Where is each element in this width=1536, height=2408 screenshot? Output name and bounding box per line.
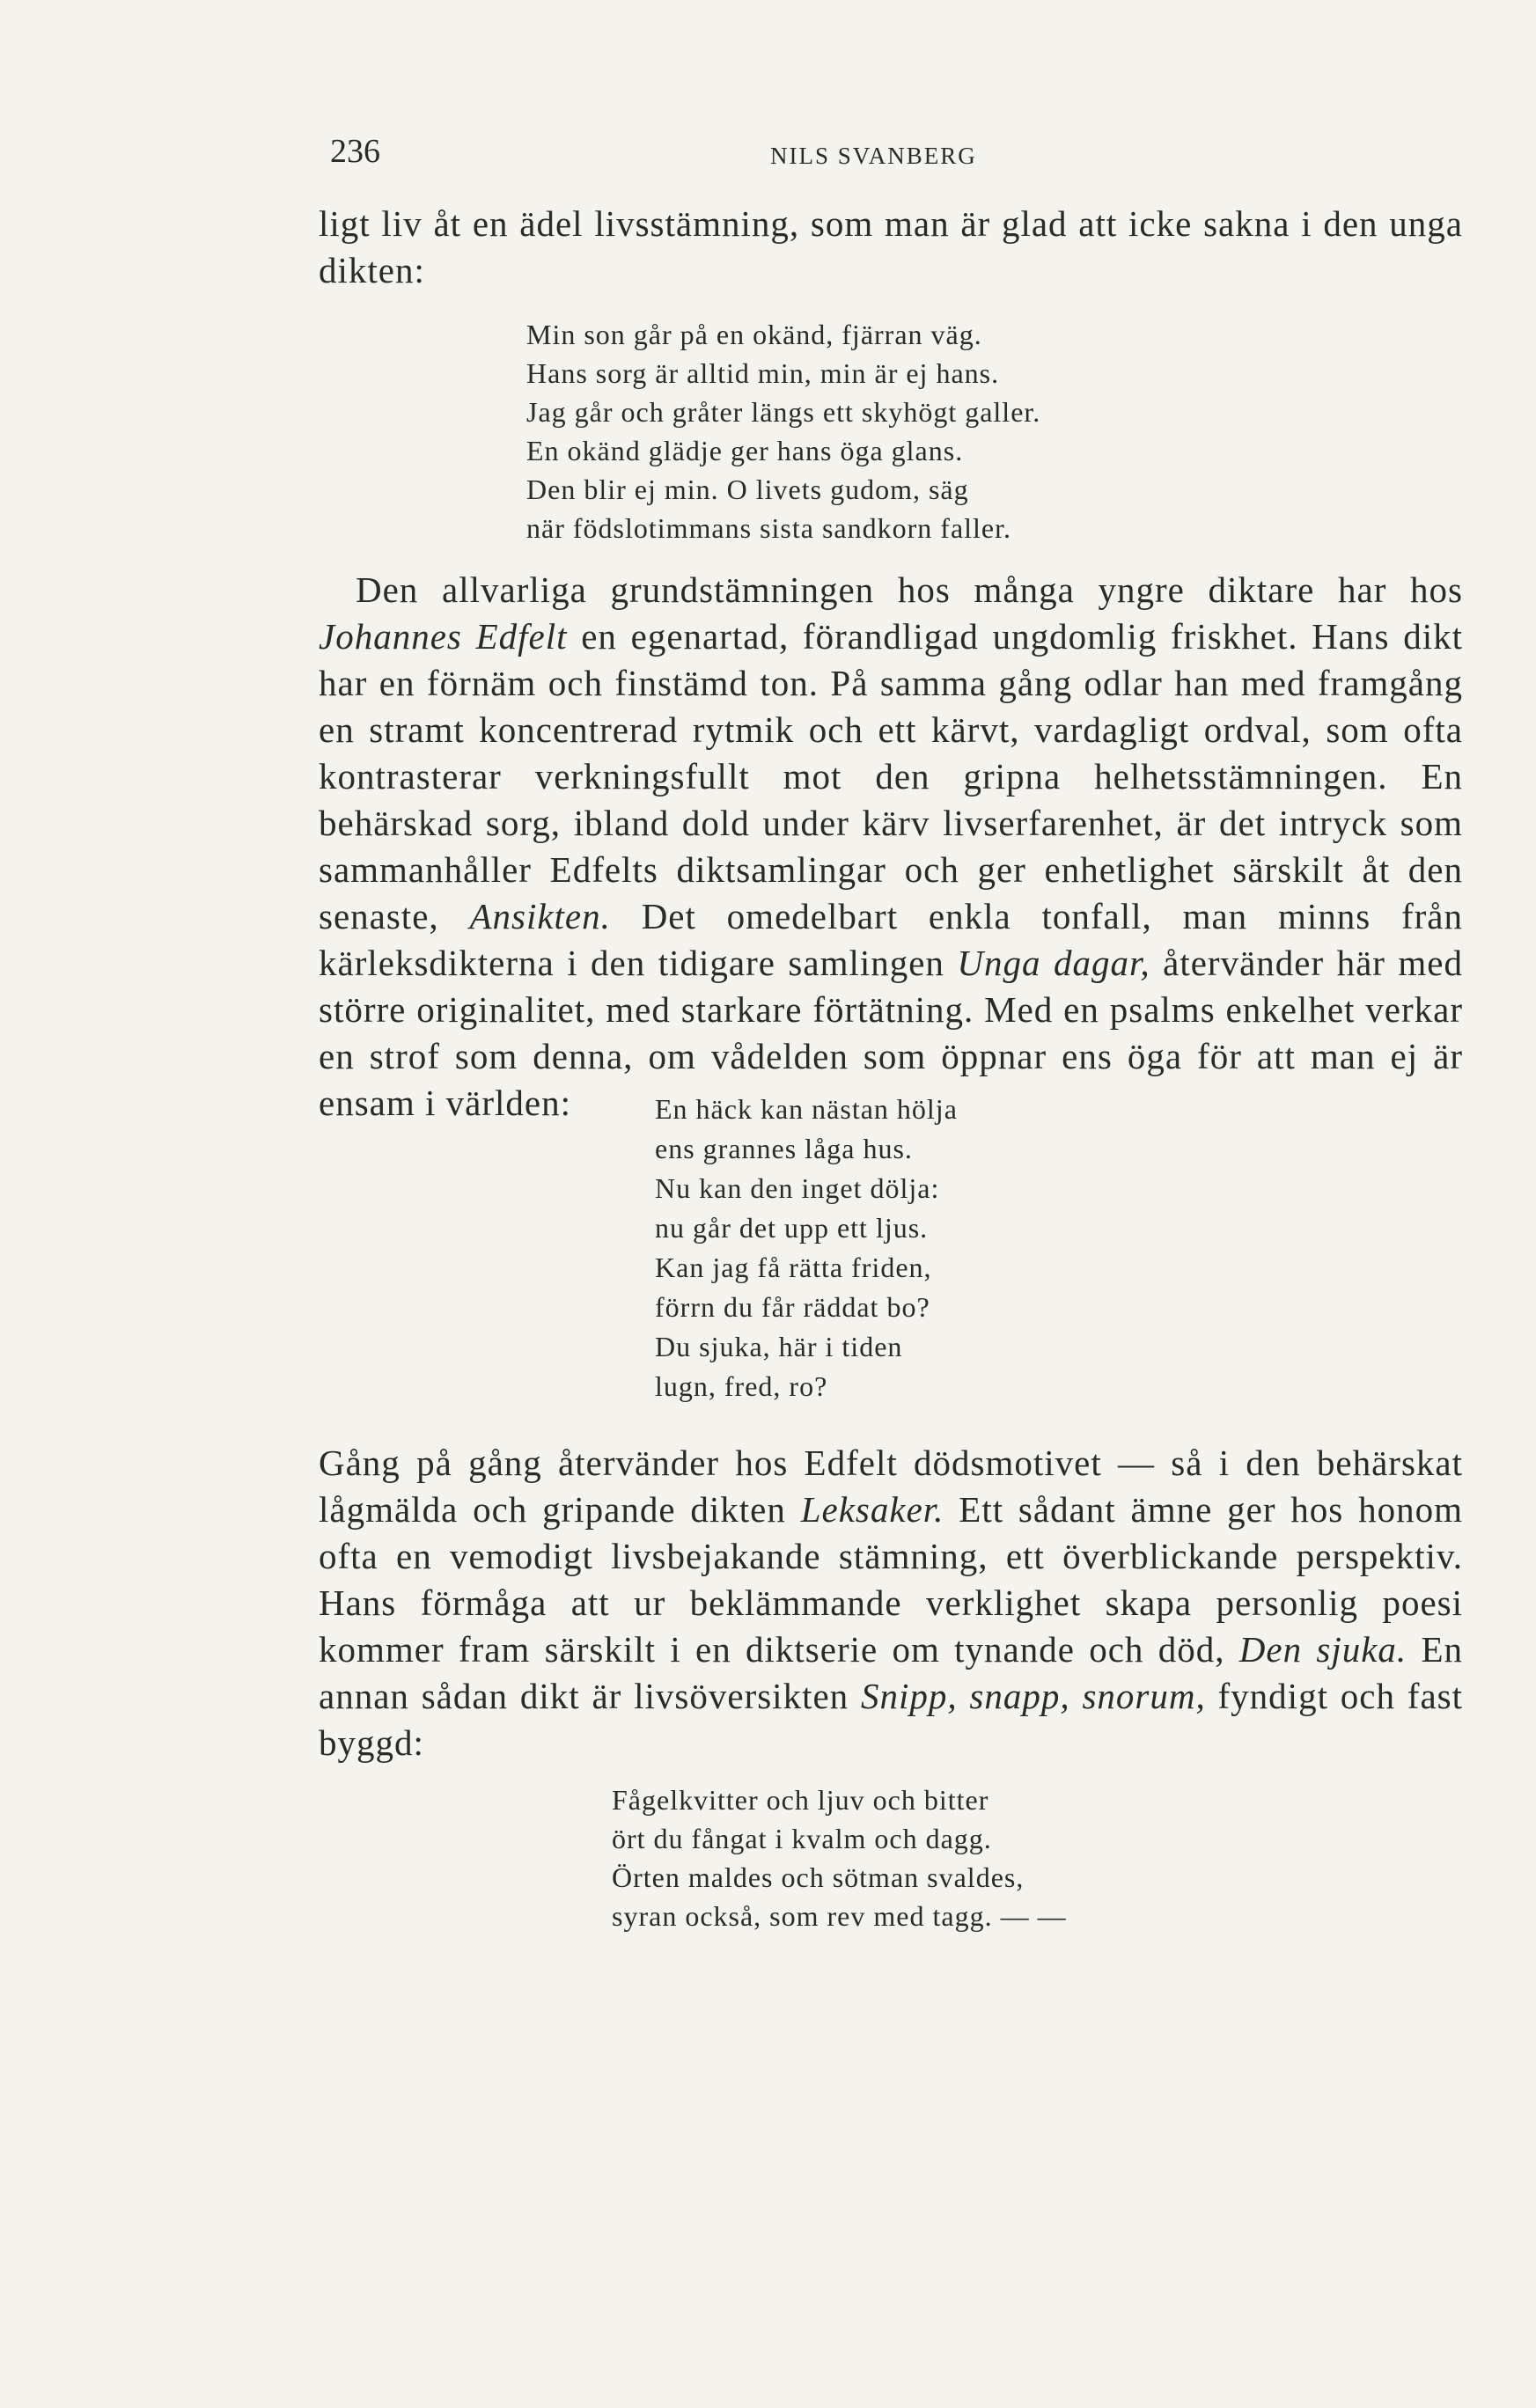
page-header [330, 132, 1466, 185]
poem-line: lugn, fred, ro? [655, 1370, 828, 1402]
paragraph-3 [319, 1440, 1463, 1766]
page-number: 236 [330, 133, 380, 170]
text-run: fyndigt och fast byggd: [319, 1676, 1463, 1763]
poem-line: ört du fångat i kvalm och dagg. [612, 1823, 992, 1854]
poem-line: Jag går och gråter längs ett skyhögt galler. [526, 396, 1041, 428]
poem-line: ens grannes låga hus. [655, 1133, 913, 1164]
text-run: återvänder här med större originalitet, med starkare förtätning. Med en psalms enkelhet verkar en strof som denna, om vådelden som öppnar ens öga för att man ej är ensam i världen: [319, 943, 1463, 1123]
text-run: Den allvarliga grundstämningen hos många yngre diktare har hos [356, 569, 1463, 610]
text-run: Ett sådant ämne ger hos honom ofta en vemodigt livsbejakande stämning, ett överblickande perspektiv. Hans förmåga att ur beklämmande verklighet skapa personlig poesi kommer fram särskilt i en diktserie om tynande och död, [319, 1489, 1463, 1670]
text-run: En annan sådan dikt är livsöversikten [319, 1629, 1464, 1716]
italic-title-snipp-snapp-snorum: Snipp, snapp, snorum, [860, 1676, 1206, 1716]
poem-3 [612, 1780, 1463, 1935]
paragraph-2 [319, 567, 1463, 1127]
poem-2 [655, 1090, 1463, 1406]
poem-line: när födslotimmans sista sandkorn faller. [526, 512, 1012, 544]
page-body [319, 201, 1463, 1935]
italic-title-leksaker: Leksaker. [800, 1489, 944, 1530]
poem-line: Nu kan den inget dölja: [655, 1172, 940, 1204]
poem-line: Örten maldes och sötman svaldes, [612, 1861, 1025, 1893]
italic-title-ansikten: Ansikten. [469, 896, 611, 936]
poem-line: Hans sorg är alltid min, min är ej hans. [526, 357, 1000, 389]
poem-line: förrn du får räddat bo? [655, 1291, 930, 1323]
poem-line: En okänd glädje ger hans öga glans. [526, 435, 964, 466]
italic-name-johannes-edfelt: Johannes Edfelt [319, 616, 568, 657]
italic-title-den-sjuka: Den sjuka. [1238, 1629, 1407, 1670]
poem-line: En häck kan nästan hölja [655, 1093, 958, 1125]
text-run: Gång på gång återvänder hos Edfelt dödsmotivet — så i den behärskat lågmälda och gripande dikten [319, 1443, 1463, 1530]
italic-title-unga-dagar: Unga dagar, [957, 943, 1150, 983]
text-run: Det omedelbart enkla tonfall, man minns från kärleksdikterna i den tidigare samlingen [319, 896, 1463, 983]
text-run: en egenartad, förandligad ungdomlig friskhet. Hans dikt har en förnäm och finstämd ton. På samma gång odlar han med framgång en stramt koncentrerad rytmik och ett kärvt, vardagligt ordval, som ofta kontrasterar verkningsfullt mot den gripna helhetsstämningen. En behärskad sorg, ibland dold under kärv livserfarenhet, är det intryck som sammanhåller Edfelts diktsamlingar och ger enhetlighet särskilt åt den senaste, [319, 616, 1463, 936]
poem-line: Du sjuka, här i tiden [655, 1331, 903, 1362]
poem-line: Den blir ej min. O livets gudom, säg [526, 474, 969, 505]
poem-line: syran också, som rev med tagg. — — [612, 1900, 1067, 1932]
poem-line: Min son går på en okänd, fjärran väg. [526, 319, 982, 350]
paragraph-1: ligt liv åt en ädel livsstämning, som man är glad att icke sakna i den unga dikten: [319, 203, 1463, 290]
poem-line: nu går det upp ett ljus. [655, 1212, 929, 1244]
running-head: NILS SVANBERG [770, 143, 977, 169]
poem-line: Kan jag få rätta friden, [655, 1252, 932, 1283]
poem-line: Fågelkvitter och ljuv och bitter [612, 1784, 989, 1816]
poem-1 [526, 315, 1463, 547]
